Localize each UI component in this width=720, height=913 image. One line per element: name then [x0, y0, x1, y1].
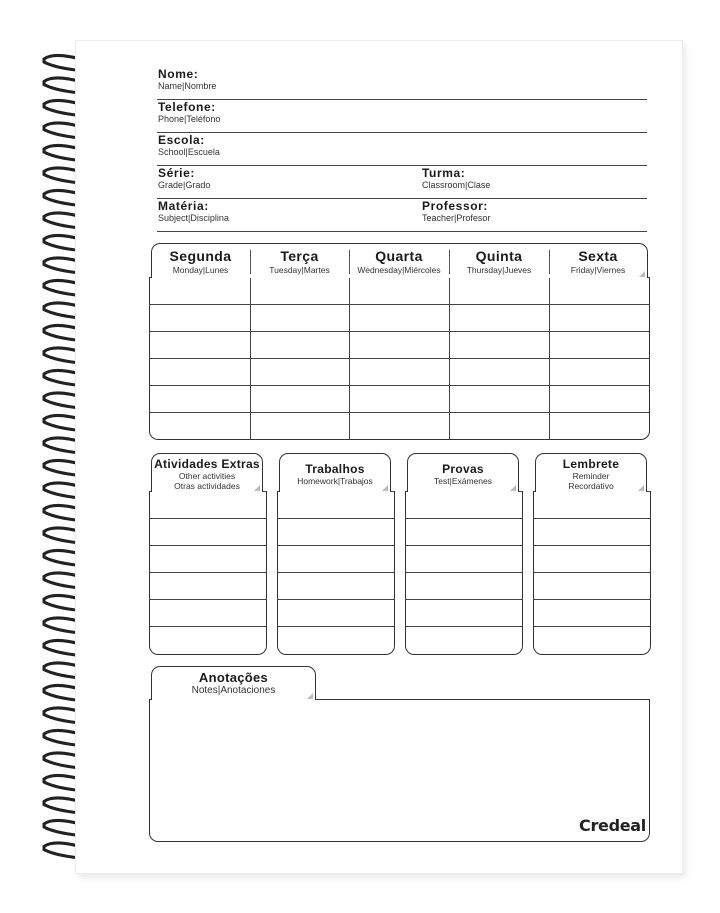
- grid-line: [150, 599, 266, 600]
- page-fold-icon: [639, 271, 645, 277]
- grid-line: [150, 545, 266, 546]
- grid-line: [150, 304, 649, 305]
- section-sub: Test|Exámenes: [434, 476, 492, 486]
- field-label: Escola:: [158, 133, 205, 147]
- grid-line: [150, 412, 649, 413]
- section-title: Provas: [442, 462, 484, 476]
- day-name: Quinta: [475, 248, 523, 264]
- grid-line: [406, 599, 522, 600]
- field-materia-professor[interactable]: [157, 199, 647, 232]
- lembrete-tab: [535, 453, 647, 492]
- grid-line: [150, 385, 649, 386]
- field-label: Telefone:: [158, 100, 216, 114]
- day-sub: Thursday|Jueves: [466, 265, 532, 275]
- field-sublabel: Name|Nombre: [158, 81, 217, 91]
- grid-line: [150, 572, 266, 573]
- grid-line: [278, 545, 394, 546]
- field-sublabel: School|Escuela: [158, 147, 220, 157]
- grid-line: [278, 599, 394, 600]
- day-sub: Wednesday|Miércoles: [357, 265, 441, 275]
- grid-line: [406, 518, 522, 519]
- field-escola[interactable]: [157, 133, 647, 166]
- section-title: Anotações: [198, 670, 269, 685]
- grid-column-line: [349, 277, 350, 439]
- section-sub: Homework|Trabajos: [297, 476, 373, 486]
- page-fold-icon: [307, 693, 313, 699]
- page-fold-icon: [510, 485, 516, 491]
- page-fold-icon: [382, 485, 388, 491]
- grid-line: [534, 518, 650, 519]
- field-sublabel: Subject|Disciplina: [158, 213, 229, 223]
- atividades-box: [149, 491, 267, 655]
- grid-line: [150, 331, 649, 332]
- field-label: Nome:: [158, 67, 199, 81]
- field-label: Turma:: [422, 166, 466, 180]
- section-sub: Otras actividades: [174, 481, 240, 491]
- day-name: Sexta: [578, 248, 618, 264]
- day-header-terca: [250, 244, 349, 278]
- section-title: Atividades Extras: [154, 457, 260, 471]
- section-title: Lembrete: [562, 457, 620, 471]
- day-sub: Monday|Lunes: [172, 265, 229, 275]
- section-sub: Other activities: [178, 471, 236, 481]
- grid-line: [150, 518, 266, 519]
- provas-tab: [407, 453, 519, 492]
- anotacoes-tab: [151, 666, 316, 700]
- section-sub: Reminder: [572, 471, 610, 481]
- grid-line: [534, 599, 650, 600]
- provas-box: [405, 491, 523, 655]
- day-sub: Tuesday|Martes: [269, 265, 330, 275]
- day-header-segunda: [152, 244, 249, 278]
- schedule-header: [151, 243, 648, 278]
- day-header-quinta: [449, 244, 549, 278]
- grid-line: [534, 572, 650, 573]
- day-name: Quarta: [375, 248, 423, 264]
- grid-line: [150, 626, 266, 627]
- section-title: Trabalhos: [305, 462, 365, 476]
- day-name: Segunda: [169, 248, 232, 264]
- day-header-quarta: [349, 244, 449, 278]
- grid-line: [406, 545, 522, 546]
- field-label: Série:: [158, 166, 195, 180]
- atividades-tab: [151, 453, 263, 492]
- day-sub: Friday|Viernes: [570, 265, 626, 275]
- day-name: Terça: [280, 248, 319, 264]
- grid-line: [534, 545, 650, 546]
- grid-column-line: [250, 277, 251, 439]
- field-sublabel: Grade|Grado: [158, 180, 211, 190]
- grid-column-line: [549, 277, 550, 439]
- field-sublabel: Classroom|Clase: [422, 180, 491, 190]
- grid-line: [406, 572, 522, 573]
- field-sublabel: Teacher|Profesor: [422, 213, 491, 223]
- grid-column-line: [449, 277, 450, 439]
- field-label: Matéria:: [158, 199, 209, 213]
- field-label: Professor:: [422, 199, 489, 213]
- trabalhos-tab: [279, 453, 391, 492]
- field-materia[interactable]: [158, 199, 229, 224]
- grid-line: [278, 572, 394, 573]
- credeal-logo: Credeal: [579, 816, 646, 835]
- grid-line: [150, 358, 649, 359]
- grid-line: [278, 518, 394, 519]
- anotacoes-box[interactable]: [149, 699, 650, 842]
- lembrete-box: [533, 491, 651, 655]
- schedule-grid: [149, 277, 650, 440]
- grid-line: [406, 626, 522, 627]
- field-serie[interactable]: [158, 166, 210, 191]
- field-turma[interactable]: [422, 166, 490, 191]
- section-sub: Notes|Anotaciones: [191, 685, 276, 696]
- trabalhos-box: [277, 491, 395, 655]
- page-fold-icon: [254, 485, 260, 491]
- section-sub: Recordativo: [568, 481, 614, 491]
- day-header-sexta: [549, 244, 647, 278]
- field-professor[interactable]: [422, 199, 490, 224]
- field-serie-turma[interactable]: [157, 166, 647, 199]
- field-telefone[interactable]: [157, 100, 647, 133]
- page-fold-icon: [638, 485, 644, 491]
- grid-line: [278, 626, 394, 627]
- field-sublabel: Phone|Teléfono: [158, 114, 221, 124]
- field-nome[interactable]: [157, 67, 647, 100]
- grid-line: [534, 626, 650, 627]
